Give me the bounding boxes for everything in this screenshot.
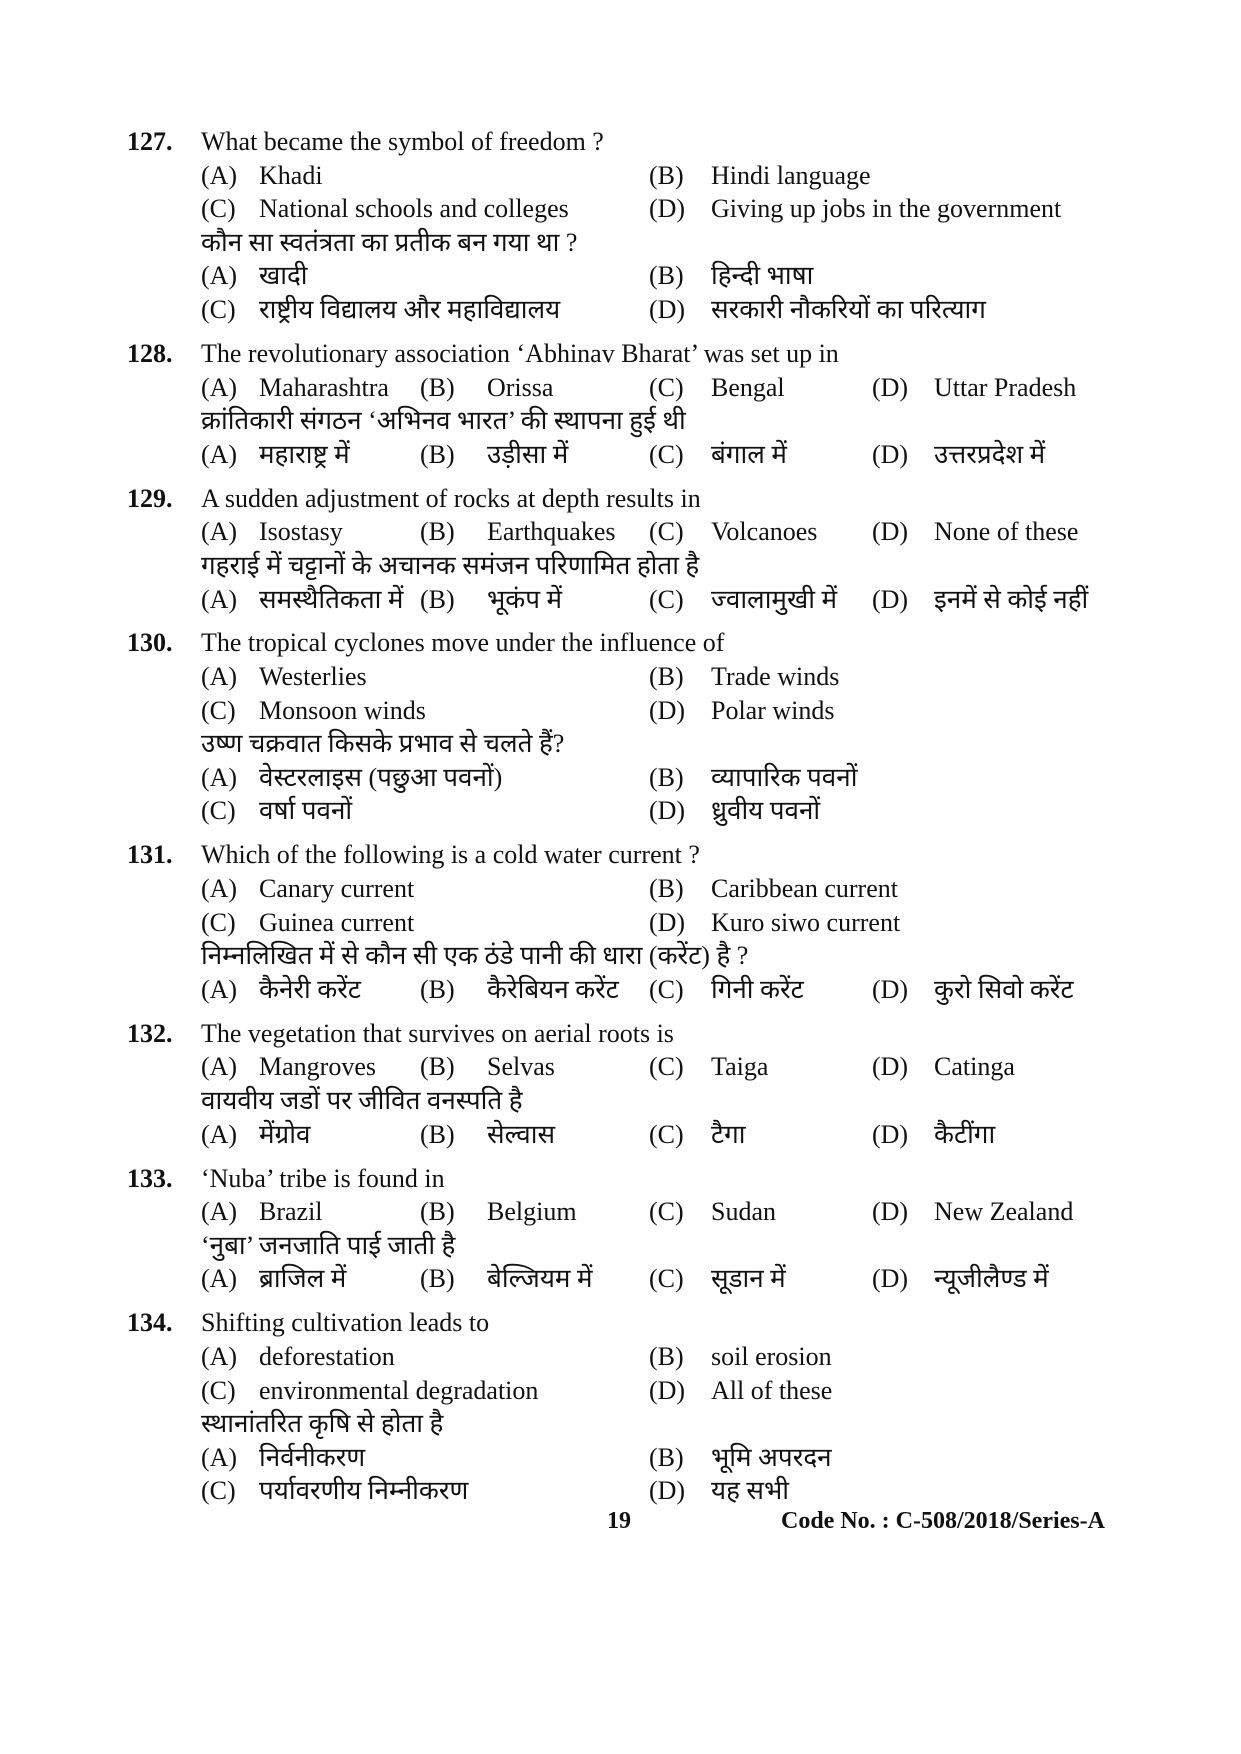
option-label: (B): [420, 1264, 455, 1294]
option-text: समस्थैतिकता में: [259, 584, 404, 614]
option-text: Bengal: [711, 372, 785, 402]
option-label: (A): [201, 261, 238, 291]
option-text: Caribbean current: [711, 874, 898, 904]
question-line: [0, 1306, 1241, 1340]
option-text: इनमें से कोई नहीं: [934, 584, 1089, 614]
option-text: New Zealand: [934, 1197, 1074, 1227]
option-label: (D): [649, 907, 686, 937]
question-text-english: Shifting cultivation leads to: [201, 1308, 490, 1338]
option-row: [0, 1340, 1241, 1374]
option-text: निर्वनीकरण: [259, 1442, 366, 1472]
option-label: (C): [649, 584, 684, 614]
option-text: उड़ीसा में: [487, 439, 569, 469]
option-text: ब्राजिल में: [259, 1264, 347, 1294]
option-text: कुरो सिवो करेंट: [934, 974, 1074, 1004]
option-text: Brazil: [259, 1197, 323, 1227]
option-text: Sudan: [711, 1197, 776, 1227]
option-text: उत्तरप्रदेश में: [934, 439, 1046, 469]
question-line: [0, 838, 1241, 872]
option-label: (D): [872, 439, 909, 469]
question-block: [0, 838, 1241, 1006]
question-block: [0, 1162, 1241, 1296]
option-text: Volcanoes: [711, 517, 818, 547]
option-text: soil erosion: [711, 1341, 832, 1371]
option-text: Mangroves: [259, 1052, 376, 1082]
option-row: [0, 371, 1241, 405]
page-number: 19: [607, 1508, 631, 1534]
option-label: (B): [420, 517, 455, 547]
option-label: (A): [201, 517, 238, 547]
option-label: (C): [201, 194, 236, 224]
option-label: (C): [649, 1197, 684, 1227]
question-line: [0, 1229, 1241, 1263]
option-label: (A): [201, 874, 238, 904]
option-text: ध्रुवीय पवनों: [711, 796, 821, 826]
option-row: [0, 1050, 1241, 1084]
option-label: (D): [872, 584, 909, 614]
question-line: [0, 1407, 1241, 1441]
option-label: (A): [201, 1119, 238, 1149]
option-text: Khadi: [259, 160, 323, 190]
question-text-hindi: गहराई में चट्टानों के अचानक समंजन परिणामित होता है: [201, 550, 700, 580]
option-text: Taiga: [711, 1052, 769, 1082]
option-text: खादी: [259, 261, 308, 291]
option-row: [0, 1118, 1241, 1152]
option-row: [0, 906, 1241, 940]
question-line: [0, 1084, 1241, 1118]
option-label: (D): [872, 1119, 909, 1149]
option-text: Hindi language: [711, 160, 871, 190]
option-label: (B): [649, 762, 684, 792]
option-text: deforestation: [259, 1341, 395, 1371]
option-text: Polar winds: [711, 695, 835, 725]
question-text-english: ‘Nuba’ tribe is found in: [201, 1163, 445, 1193]
option-label: (C): [201, 1375, 236, 1405]
option-text: ज्वालामुखी में: [711, 584, 838, 614]
option-text: राष्ट्रीय विद्यालय और महाविद्यालय: [259, 294, 561, 324]
question-number: 133.: [127, 1163, 173, 1193]
question-number: 127.: [127, 127, 173, 156]
option-label: (D): [649, 294, 686, 324]
option-text: टैगा: [711, 1119, 746, 1149]
option-label: (D): [872, 517, 909, 547]
question-line: [0, 727, 1241, 761]
option-label: (C): [649, 1052, 684, 1082]
option-text: कैनेरी करेंट: [259, 974, 361, 1004]
question-text-hindi: ‘नुबा’ जनजाति पाई जाती है: [201, 1230, 456, 1260]
option-row: [0, 794, 1241, 828]
option-text: environmental degradation: [259, 1375, 539, 1405]
question-block: [0, 482, 1241, 616]
question-block: [0, 1017, 1241, 1151]
option-text: भूमि अपरदन: [711, 1442, 832, 1472]
option-text: वर्षा पवनों: [259, 796, 353, 826]
option-label: (B): [420, 1119, 455, 1149]
option-label: (C): [649, 439, 684, 469]
option-label: (A): [201, 974, 238, 1004]
option-label: (A): [201, 762, 238, 792]
option-row: [0, 192, 1241, 226]
question-text-hindi: स्थानांतरित कृषि से होता है: [201, 1409, 444, 1439]
option-text: None of these: [934, 517, 1079, 547]
question-line: [0, 1017, 1241, 1051]
option-text: Orissa: [487, 372, 554, 402]
option-label: (B): [420, 439, 455, 469]
option-row: [0, 1195, 1241, 1229]
question-text-hindi: उष्ण चक्रवात किसके प्रभाव से चलते हैं?: [201, 729, 565, 759]
option-row: [0, 293, 1241, 327]
option-label: (D): [872, 1052, 909, 1082]
option-text: कैरेबियन करेंट: [487, 974, 619, 1004]
option-text: बेल्जियम में: [487, 1264, 593, 1294]
option-label: (B): [649, 874, 684, 904]
question-line: [0, 939, 1241, 973]
option-row: [0, 159, 1241, 193]
question-line: [0, 1162, 1241, 1196]
option-row: [0, 872, 1241, 906]
option-label: (D): [649, 1375, 686, 1405]
option-label: (B): [649, 662, 684, 692]
option-text: महाराष्ट्र में: [259, 439, 350, 469]
option-row: [0, 973, 1241, 1007]
option-text: सूडान में: [711, 1264, 786, 1294]
option-label: (A): [201, 372, 238, 402]
question-text-hindi: कौन सा स्वतंत्रता का प्रतीक बन गया था ?: [201, 227, 578, 257]
option-label: (C): [649, 372, 684, 402]
question-text-hindi: क्रांतिकारी संगठन ‘अभिनव भारत’ की स्थापना हुई थी: [201, 406, 686, 436]
option-text: Maharashtra: [259, 372, 389, 402]
option-text: सरकारी नौकरियों का परित्याग: [711, 294, 986, 324]
question-text-hindi: वायवीय जडों पर जीवित वनस्पति है: [201, 1085, 523, 1115]
question-line: [0, 549, 1241, 583]
option-label: (A): [201, 1341, 238, 1371]
question-line: [0, 482, 1241, 516]
option-text: Earthquakes: [487, 517, 616, 547]
option-label: (B): [420, 372, 455, 402]
option-text: Trade winds: [711, 662, 840, 692]
option-text: Giving up jobs in the government: [711, 194, 1062, 224]
option-row: [0, 515, 1241, 549]
question-number: 130.: [127, 628, 173, 658]
question-line: [0, 404, 1241, 438]
option-text: न्यूजीलैण्ड में: [934, 1264, 1049, 1294]
option-label: (B): [649, 1442, 684, 1472]
option-text: पर्यावरणीय निम्नीकरण: [259, 1476, 469, 1506]
option-label: (D): [649, 796, 686, 826]
question-line: [0, 337, 1241, 371]
option-label: (B): [420, 584, 455, 614]
option-text: सेल्वास: [487, 1119, 556, 1149]
option-label: (C): [201, 1476, 236, 1506]
option-label: (D): [649, 695, 686, 725]
option-text: Isostasy: [259, 517, 343, 547]
question-text-hindi: निम्नलिखित में से कौन सी एक ठंडे पानी की धारा (करेंट) है ?: [201, 941, 749, 971]
option-label: (C): [649, 1264, 684, 1294]
option-text: भूकंप में: [487, 584, 563, 614]
option-label: (D): [872, 372, 909, 402]
question-number: 132.: [127, 1018, 173, 1048]
option-label: (C): [201, 907, 236, 937]
question-text-english: A sudden adjustment of rocks at depth results in: [201, 483, 701, 513]
code-number: Code No. : C-508/2018/Series-A: [781, 1508, 1105, 1534]
question-number: 129.: [127, 483, 173, 513]
question-text-english: The tropical cyclones move under the influence of: [201, 628, 725, 658]
option-row: [0, 660, 1241, 694]
option-text: All of these: [711, 1375, 833, 1405]
option-label: (A): [201, 1052, 238, 1082]
option-label: (C): [649, 517, 684, 547]
option-row: [0, 694, 1241, 728]
question-text-english: The vegetation that survives on aerial roots is: [201, 1018, 674, 1048]
option-label: (D): [649, 1476, 686, 1506]
question-text-english: What became the symbol of freedom ?: [201, 127, 604, 156]
option-label: (C): [201, 695, 236, 725]
option-text: Guinea current: [259, 907, 415, 937]
option-label: (D): [872, 1197, 909, 1227]
option-label: (C): [649, 1119, 684, 1149]
option-label: (B): [649, 160, 684, 190]
option-label: (A): [201, 662, 238, 692]
option-text: Catinga: [934, 1052, 1015, 1082]
option-label: (A): [201, 439, 238, 469]
option-label: (B): [420, 1197, 455, 1227]
question-line: [0, 226, 1241, 260]
option-label: (C): [201, 796, 236, 826]
question-line: [0, 125, 1241, 159]
question-list: [0, 125, 1241, 1508]
option-row: [0, 1374, 1241, 1408]
option-row: [0, 1262, 1241, 1296]
option-row: [0, 1441, 1241, 1475]
option-row: [0, 1474, 1241, 1508]
option-label: (C): [201, 294, 236, 324]
option-label: (C): [649, 974, 684, 1004]
option-label: (D): [872, 974, 909, 1004]
question-number: 131.: [127, 840, 173, 870]
question-line: [0, 626, 1241, 660]
option-text: Kuro siwo current: [711, 907, 901, 937]
option-text: गिनी करेंट: [711, 974, 804, 1004]
question-block: [0, 1306, 1241, 1508]
option-label: (A): [201, 1264, 238, 1294]
option-text: Canary current: [259, 874, 415, 904]
option-text: वेस्टरलाइस (पछुआ पवनों): [259, 762, 503, 792]
option-text: व्यापारिक पवनों: [711, 762, 858, 792]
question-text-english: The revolutionary association ‘Abhinav Bharat’ was set up in: [201, 338, 839, 368]
option-text: National schools and colleges: [259, 194, 569, 224]
question-block: [0, 125, 1241, 327]
option-label: (A): [201, 1197, 238, 1227]
option-text: हिन्दी भाषा: [711, 261, 814, 291]
option-row: [0, 761, 1241, 795]
option-label: (D): [872, 1264, 909, 1294]
option-row: [0, 583, 1241, 617]
option-text: यह सभी: [711, 1476, 789, 1506]
option-row: [0, 259, 1241, 293]
option-label: (B): [649, 1341, 684, 1371]
option-text: बंगाल में: [711, 439, 787, 469]
option-text: मेंग्रोव: [259, 1119, 311, 1149]
option-text: Uttar Pradesh: [934, 372, 1077, 402]
question-number: 128.: [127, 338, 173, 368]
option-label: (B): [649, 261, 684, 291]
option-label: (A): [201, 1442, 238, 1472]
option-text: Selvas: [487, 1052, 555, 1082]
question-block: [0, 337, 1241, 471]
question-text-english: Which of the following is a cold water current ?: [201, 840, 700, 870]
option-label: (A): [201, 160, 238, 190]
option-text: Monsoon winds: [259, 695, 426, 725]
option-label: (B): [420, 974, 455, 1004]
option-row: [0, 438, 1241, 472]
option-text: कैटींगा: [934, 1119, 996, 1149]
option-label: (B): [420, 1052, 455, 1082]
question-block: [0, 626, 1241, 828]
option-label: (D): [649, 194, 686, 224]
option-text: Westerlies: [259, 662, 367, 692]
option-text: Belgium: [487, 1197, 577, 1227]
option-label: (A): [201, 584, 238, 614]
question-number: 134.: [127, 1308, 173, 1338]
